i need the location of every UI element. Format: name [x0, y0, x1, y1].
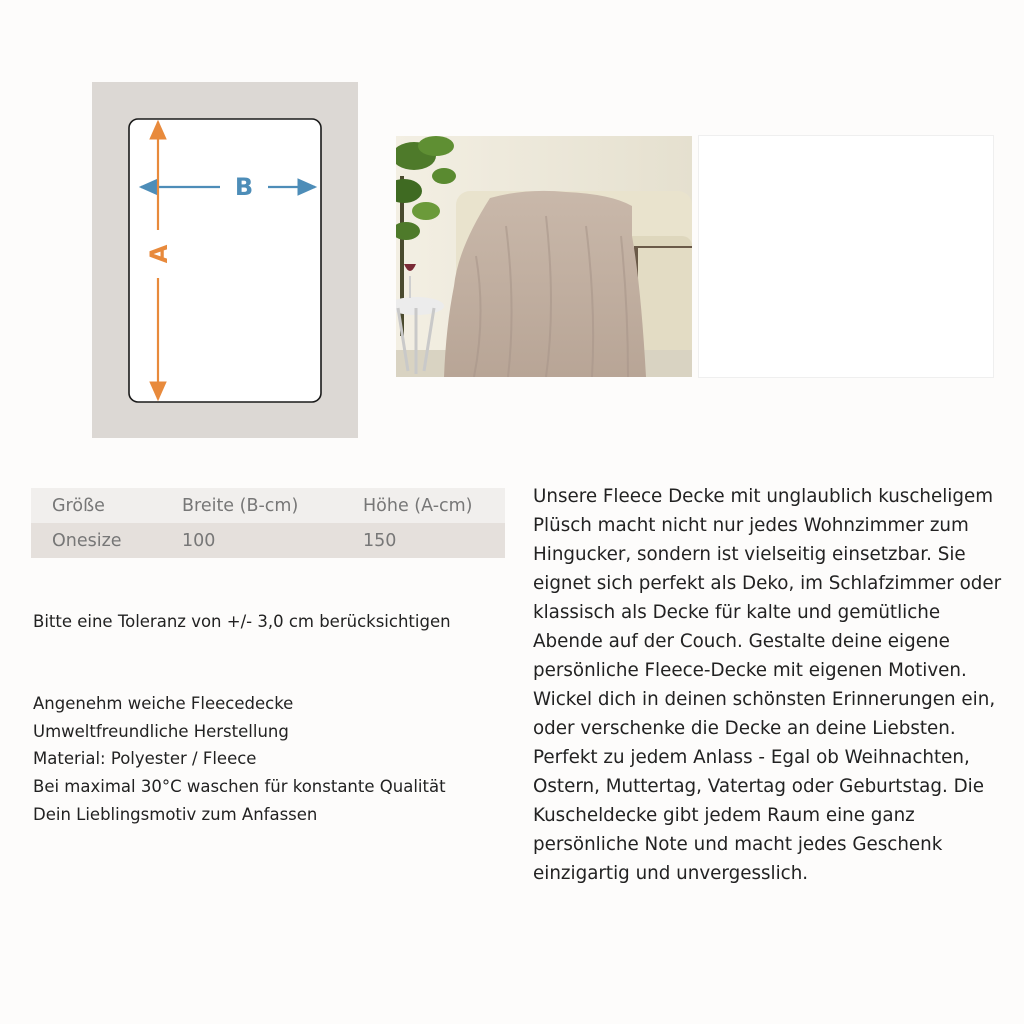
blanket-outline-diagram: [92, 82, 358, 438]
list-item: Angenehm weiche Fleecedecke: [33, 694, 294, 713]
cell-size: Onesize: [52, 530, 122, 551]
size-table-header: [31, 488, 505, 523]
size-diagram: [92, 82, 358, 438]
list-item: Umweltfreundliche Herstellung: [33, 721, 289, 741]
header-size: Größe: [52, 495, 105, 516]
feature-list: [33, 690, 446, 829]
product-photo: [396, 136, 692, 377]
blanket-on-sofa-illustration: [396, 136, 692, 377]
cell-height: 150: [363, 530, 397, 551]
table-row: [31, 523, 505, 558]
list-item: Material: Polyester / Fleece: [33, 749, 257, 769]
product-description: Unsere Fleece Decke mit unglaublich kuscheligem Plüsch macht nicht nur jedes Wohnzimmer zum Hingucker, sondern ist vielseitig einsetzbar. Sie eignet sich perfekt als Deko, im Schlafzimmer oder klassisch als Decke für kalte und gemütliche Abende auf der Couch. Gestalte deine eigene persönliche Fleece-Decke mit eigenen Motiven. Wickel dich in deinen schönsten Erinnerungen ein, oder verschenke die Decke an deine Liebsten. Perfekt zu jedem Anlass - Egal ob Weihnachten, Ostern, Muttertag, Vatertag oder Geburtstag. Die Kuscheldecke gibt jedem Raum eine ganz persönliche Note und macht jedes Geschenk einzigartig und unvergesslich.: [533, 486, 1002, 884]
width-label: B: [234, 173, 254, 201]
header-height: Höhe (A-cm): [363, 495, 473, 516]
list-item: Dein Lieblingsmotiv zum Anfassen: [33, 804, 318, 824]
header-width: Breite (B-cm): [182, 495, 299, 516]
height-label: A: [145, 244, 173, 264]
list-item: Bei maximal 30°C waschen für konstante Qualität: [33, 777, 446, 797]
tolerance-note: Bitte eine Toleranz von +/- 3,0 cm berücksichtigen: [33, 612, 451, 631]
cell-width: 100: [182, 530, 216, 551]
blank-image-placeholder: [698, 135, 994, 378]
size-table: [31, 488, 505, 558]
